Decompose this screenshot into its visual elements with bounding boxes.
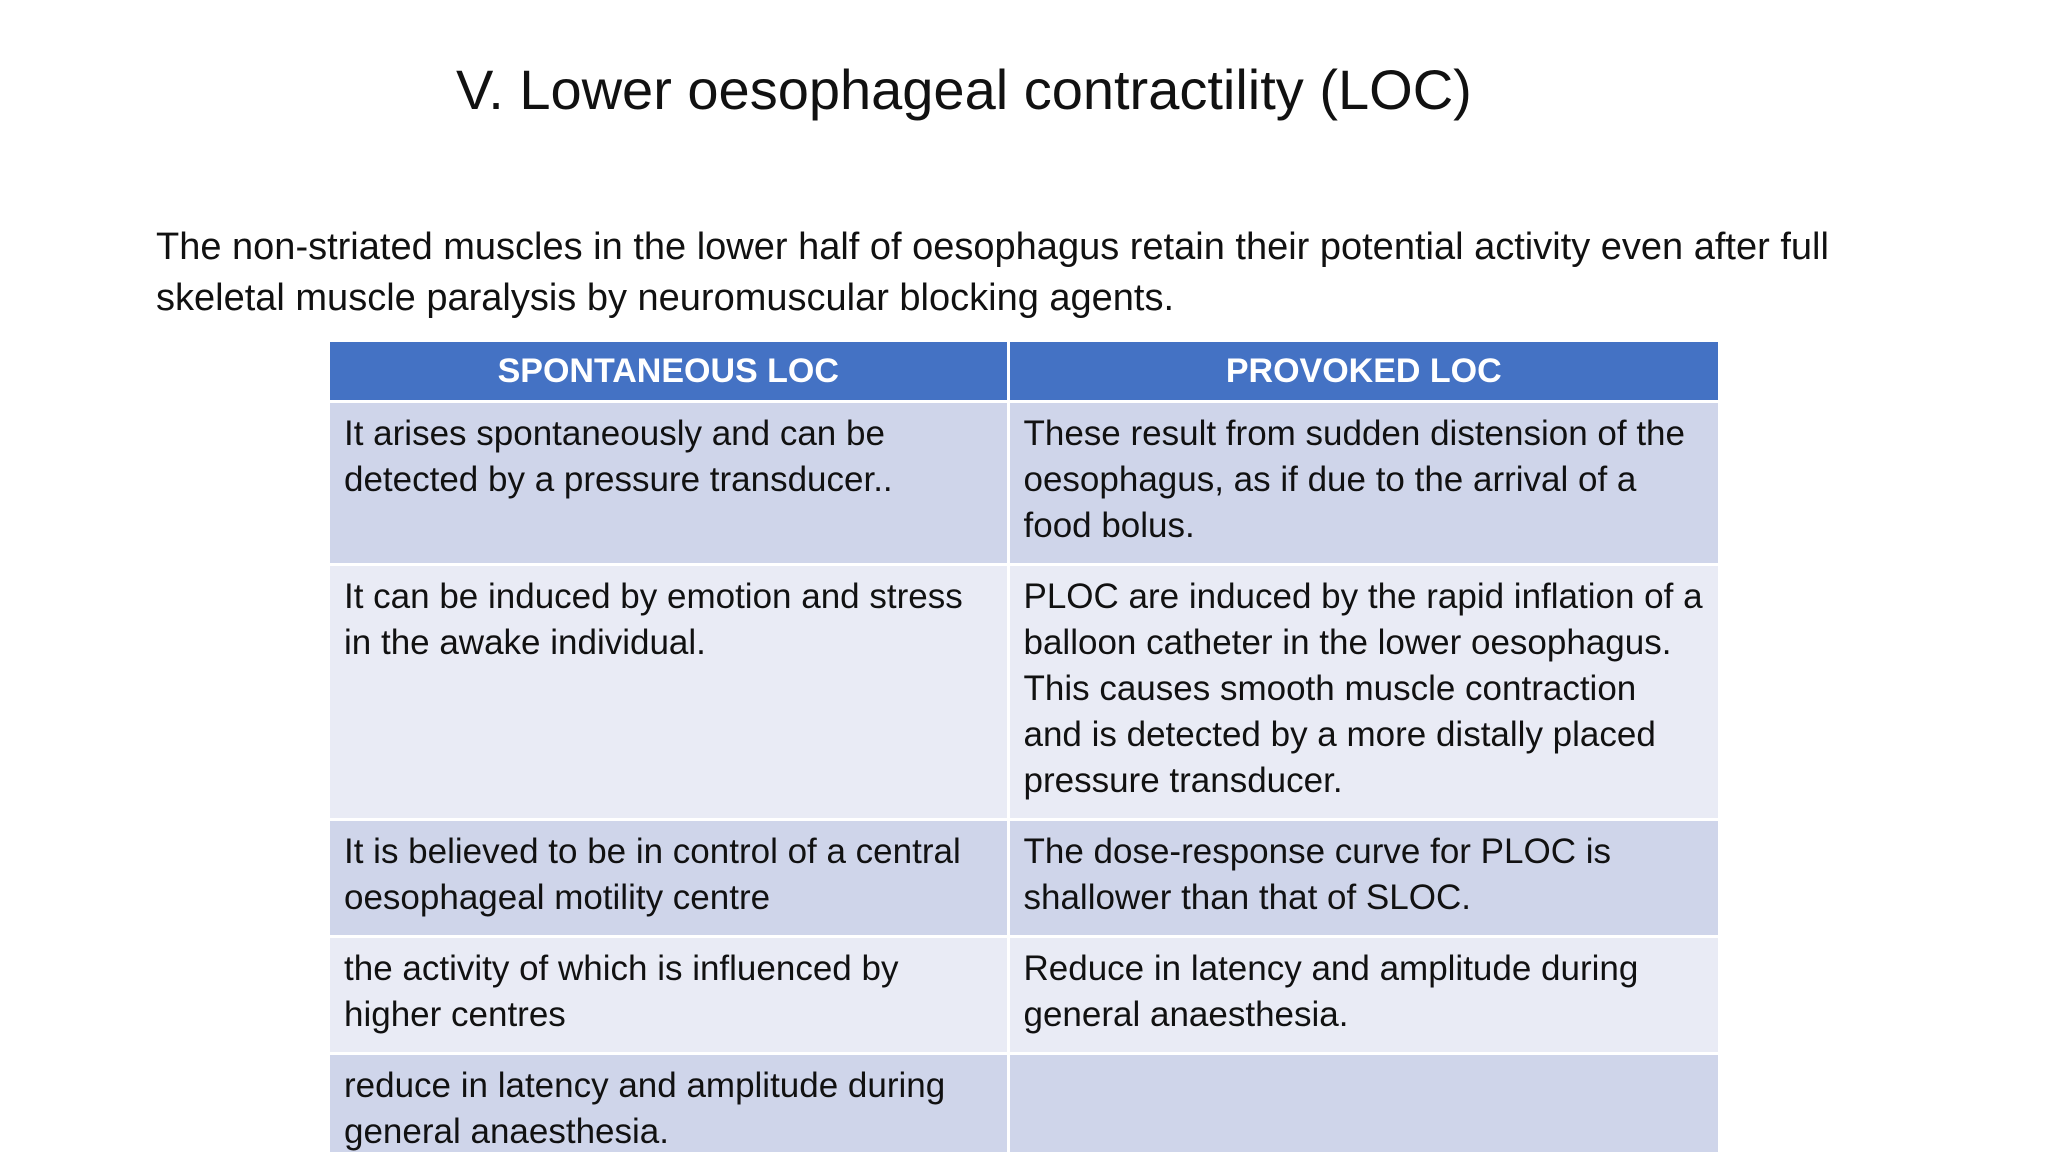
table-cell-provoked: These result from sudden distension of the oesophagus, as if due to the arrival of a food bolus.: [1008, 402, 1718, 565]
comparison-table: [330, 342, 1718, 1152]
table-row: [330, 1054, 1718, 1152]
comparison-table-container: [330, 342, 1718, 1152]
table-cell-provoked: The dose-response curve for PLOC is shallower than that of SLOC.: [1008, 820, 1718, 937]
table-cell-spontaneous: It is believed to be in control of a central oesophageal motility centre: [330, 820, 1008, 937]
table-row: [330, 937, 1718, 1054]
table-cell-spontaneous: It can be induced by emotion and stress in the awake individual.: [330, 565, 1008, 820]
header-spontaneous-loc: SPONTANEOUS LOC: [330, 342, 1008, 402]
table-cell-provoked: [1008, 1054, 1718, 1152]
table-header-row: [330, 342, 1718, 402]
table-row: [330, 402, 1718, 565]
header-provoked-loc: PROVOKED LOC: [1008, 342, 1718, 402]
table-cell-provoked: PLOC are induced by the rapid inflation of a balloon catheter in the lower oesophagus. This causes smooth muscle contraction and is detected by a more distally placed pressure transducer.: [1008, 565, 1718, 820]
table-cell-spontaneous: the activity of which is influenced by higher centres: [330, 937, 1008, 1054]
table-row: [330, 565, 1718, 820]
intro-paragraph: The non-striated muscles in the lower half of oesophagus retain their potential activity even after full skeletal muscle paralysis by neuromuscular blocking agents.: [156, 226, 1829, 319]
table-row: [330, 820, 1718, 937]
table-cell-spontaneous: reduce in latency and amplitude during general anaesthesia.: [330, 1054, 1008, 1152]
slide-title: V. Lower oesophageal contractility (LOC): [456, 58, 1472, 121]
table-cell-spontaneous: It arises spontaneously and can be detected by a pressure transducer..: [330, 402, 1008, 565]
table-cell-provoked: Reduce in latency and amplitude during general anaesthesia.: [1008, 937, 1718, 1054]
